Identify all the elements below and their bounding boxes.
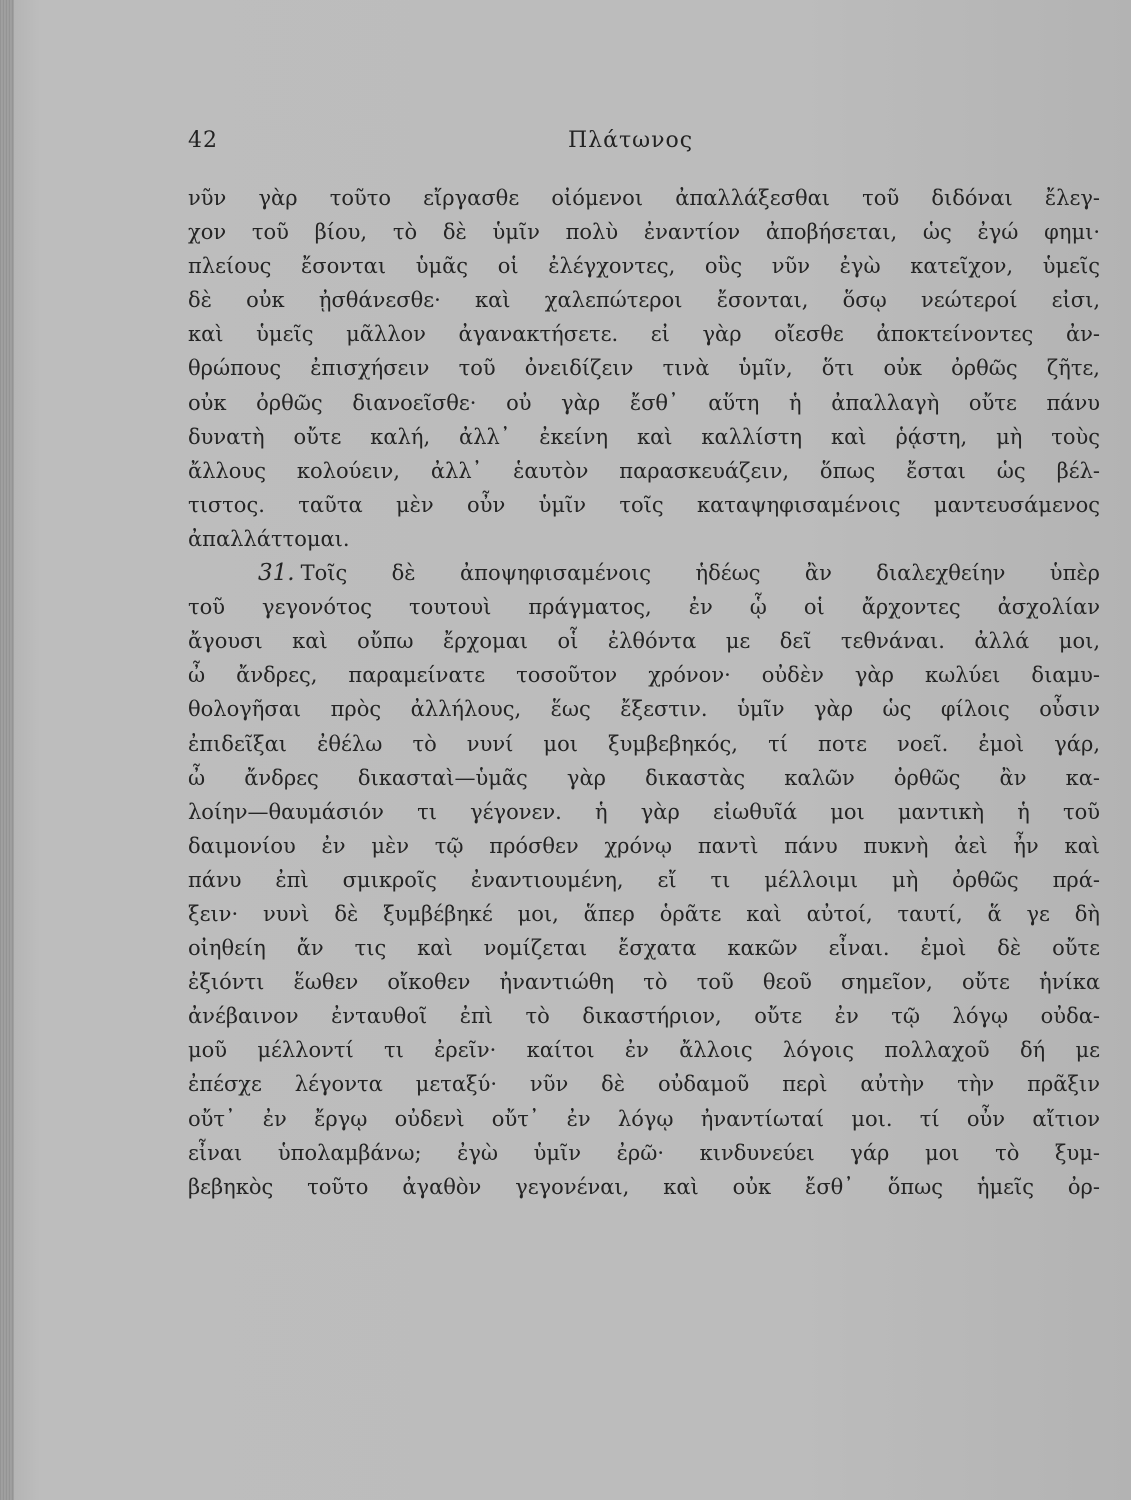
text-line: δαιμονίου ἐν μὲν τῷ πρόσθεν χρόνῳ παντὶ πάνυ πυκνὴ ἀεὶ ἦν καὶ [188, 833, 1100, 858]
text-line: ἐπέσχε λέγοντα μεταξύ· νῦν δὲ οὐδαμοῦ περὶ αὐτὴν τὴν πρᾶξιν [188, 1072, 1100, 1097]
text-line: δὲ οὐκ ᾐσθάνεσθε· καὶ χαλεπώτεροι ἔσονται, ὅσῳ νεώτεροί εἰσι, [188, 288, 1100, 313]
text-line: οὐκ ὀρθῶς διανοεῖσθε· οὐ γὰρ ἔσθ᾽ αὕτη ἡ ἀπαλλαγὴ οὔτε πάνυ [188, 390, 1100, 415]
text-line: δυνατὴ οὔτε καλή, ἀλλ᾽ ἐκείνη καὶ καλλίστη καὶ ῥᾴστη, μὴ τοὺς [188, 424, 1100, 449]
text-line: μοῦ μέλλοντί τι ἐρεῖν· καίτοι ἐν ἄλλοις λόγοις πολλαχοῦ δή με [188, 1038, 1100, 1063]
text-line: ἐπιδεῖξαι ἐθέλω τὸ νυνί μοι ξυμβεβηκός, τί ποτε νοεῖ. ἐμοὶ γάρ, [188, 731, 1100, 756]
text-line: χον τοῦ βίου, τὸ δὲ ὑμῖν πολὺ ἐναντίον ἀποβήσεται, ὡς ἐγώ φημι· [188, 220, 1100, 245]
text-line: θρώπους ἐπισχήσειν τοῦ ὀνειδίζειν τινὰ ὑμῖν, ὅτι οὐκ ὀρθῶς ζῆτε, [188, 356, 1100, 381]
text-line: ἄγουσι καὶ οὔπω ἔρχομαι οἷ ἐλθόντα με δεῖ τεθνάναι. ἀλλά μοι, [188, 629, 1100, 654]
text-line: πλείους ἔσονται ὑμᾶς οἱ ἐλέγχοντες, οὓς νῦν ἐγὼ κατεῖχον, ὑμεῖς [188, 254, 1100, 279]
text-line: θολογῆσαι πρὸς ἀλλήλους, ἕως ἔξεστιν. ὑμῖν γὰρ ὡς φίλοις οὖσιν [188, 697, 1100, 722]
text-line: οὔτ᾽ ἐν ἔργῳ οὐδενὶ οὔτ᾽ ἐν λόγῳ ἠναντίωταί μοι. τί οὖν αἴτιον [188, 1106, 1100, 1131]
main-text [188, 181, 1100, 1204]
text-line: λοίην—θαυμάσιόν τι γέγονεν. ἡ γὰρ εἰωθυῖά μοι μαντικὴ ἡ τοῦ [188, 799, 1100, 824]
text-line: ἀνέβαινον ἐνταυθοῖ ἐπὶ τὸ δικαστήριον, οὔτε ἐν τῷ λόγῳ οὐδα- [188, 1004, 1100, 1029]
text-line: ἀπαλλάττομαι. [188, 526, 350, 551]
text-line: ὦ ἄνδρες δικασταὶ—ὑμᾶς γὰρ δικαστὰς καλῶν ὀρθῶς ἂν κα- [188, 765, 1100, 790]
text-line: οἰηθείη ἄν τις καὶ νομίζεται ἔσχατα κακῶν εἶναι. ἐμοὶ δὲ οὔτε [188, 936, 1100, 961]
text-line: εἶναι ὑπολαμβάνω; ἐγὼ ὑμῖν ἐρῶ· κινδυνεύει γάρ μοι τὸ ξυμ- [188, 1140, 1100, 1165]
text-line: βεβηκὸς τοῦτο ἀγαθὸν γεγονέναι, καὶ οὐκ ἔσθ᾽ ὅπως ἡμεῖς ὀρ- [188, 1174, 1100, 1199]
text-line: τιστος. ταῦτα μὲν οὖν ὑμῖν τοῖς καταψηφισαμένοις μαντευσάμενος [188, 492, 1100, 517]
page-edge [0, 0, 14, 1500]
section-line [188, 556, 1100, 590]
text-line: πάνυ ἐπὶ σμικροῖς ἐναντιουμένη, εἴ τι μέλλοιμι μὴ ὀρθῶς πρά- [188, 867, 1100, 892]
text-line: ἄλλους κολούειν, ἀλλ᾽ ἑαυτὸν παρασκευάζειν, ὅπως ἔσται ὡς βέλ- [188, 458, 1100, 483]
section-text: Τοῖς δὲ ἀποψηφισαμένοις ἡδέως ἂν διαλεχθείην ὑπὲρ [300, 561, 1100, 586]
text-line: ξειν· νυνὶ δὲ ξυμβέβηκέ μοι, ἅπερ ὁρᾶτε καὶ αὐτοί, ταυτί, ἅ γε δὴ [188, 901, 1100, 926]
text-line: νῦν γὰρ τοῦτο εἴργασθε οἰόμενοι ἀπαλλάξεσθαι τοῦ διδόναι ἔλεγ- [188, 186, 1100, 210]
text-line: ὦ ἄνδρες, παραμείνατε τοσοῦτον χρόνον· οὐδὲν γὰρ κωλύει διαμυ- [188, 663, 1100, 688]
text-line: τοῦ γεγονότος τουτουὶ πράγματος, ἐν ᾧ οἱ ἄρχοντες ἀσχολίαν [188, 595, 1100, 620]
section-number: 31. [258, 560, 295, 587]
text-line: καὶ ὑμεῖς μᾶλλον ἀγανακτήσετε. εἰ γὰρ οἴεσθε ἀποκτείνοντες ἀν- [188, 322, 1100, 347]
running-head [188, 128, 1100, 158]
text-line: ἐξιόντι ἕωθεν οἴκοθεν ἠναντιώθη τὸ τοῦ θεοῦ σημεῖον, οὔτε ἡνίκα [188, 970, 1100, 995]
page-number: 42 [188, 128, 218, 153]
running-title: Πλάτωνος [568, 128, 694, 153]
